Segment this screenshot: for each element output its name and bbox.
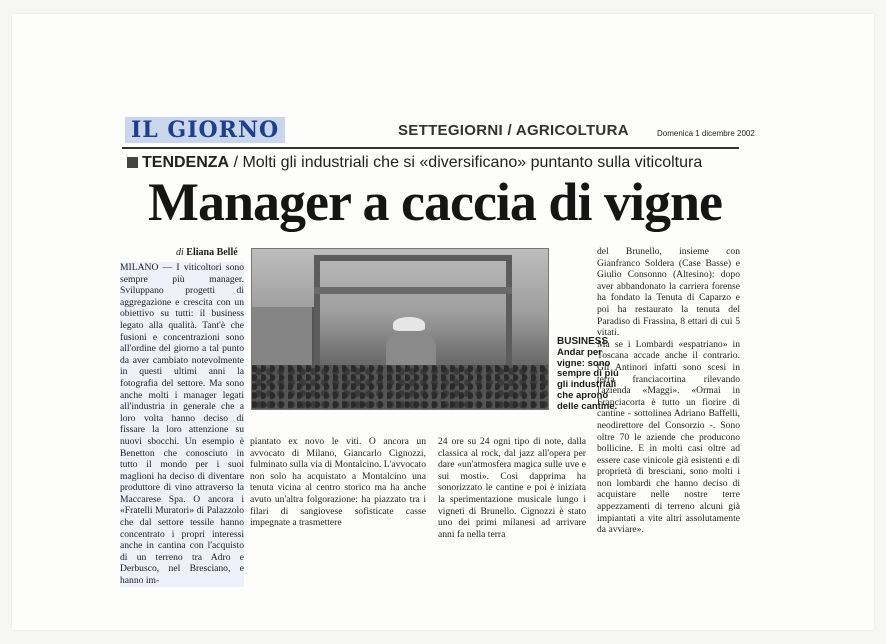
article-column-2 [250,436,426,529]
column-2-text: piantato ex novo le viti. O ancora un avvocato di Milano, Giancarlo Cignozzi, fulminato sulla via di Montalcino. L'avvocato non solo ha acquistato a Montalcino una tenuta vicina al centro storico ma ha anche avuto un'altra folgorazione: ha piazzato tra i filari di sangiovese sofisticate casse impegnate a trasmettere [250,436,426,529]
photo-crossbar [314,287,512,294]
photo-tractor [252,307,314,367]
column-1-text: MILANO — I viticoltori sono sempre più manager. Sviluppano progetti di aggregazione e crescita con un obiettivo su tutti: il business legato alla qualità. Tant'è che fusioni e concentrazioni sono all'ordine del giorno a tal punto da aver cambiato notevolmente in questi ultimi anni la fotografia del settore. Ma sono anche molti i manager legati all'industria in generale che a loro volta hanno deciso di fissare la loro attenzione su nuovi sbocchi. Un esempio è Benetton che conosciuto in tutto il mondo per i suoi maglioni ha deciso di diventare produttore di vino attraverso la Maccarese Spa. O ancora i «Fratelli Muratori» di Palazzolo che dal settore tessile hanno concentrato i propri interessi anche in cantina con l'acquisto di un terreno tra Adro e Derbusco, nel Bresciano, e hanno im- [120,262,244,587]
byline-prefix: di [176,247,184,258]
kicker-text: / Molti gli industriali che si «diversificano» puntanto sulla viticoltura [233,154,703,171]
byline [176,247,238,258]
header-rule [122,147,739,149]
article-column-1 [120,262,244,587]
issue-date: Domenica 1 dicembre 2002 [657,129,755,138]
article-headline: Manager a caccia di vigne [148,172,722,232]
photo-hat [393,317,425,331]
byline-author: Eliana Bellé [186,247,238,258]
caption-text: Andar per vigne: sono sempre di più gli industriali che aprono delle cantine. [557,346,619,412]
photo-grapes [252,365,548,409]
column-3-text: 24 ore su 24 ogni tipo di note, dalla classica al rock, dal jazz all'opera per dare «un'atmosfera magica sulle uve e sui mosti». Così dapprima ha sonorizzato le cantine e poi è iniziata la sperimentazione musicale lungo i vigneti di Brunello. Cignozzi è stato uno dei primi milanesi ad arrivare anni fa nella terra [438,436,586,540]
article-column-3 [438,436,586,540]
column-4-paragraph-1: del Brunello, insieme con Gianfranco Soldera (Case Basse) e Giulio Consonno (Altesino): dopo aver abbandonato la carriera forense ha fondato la Tenuta di Caparzo e poi ha restaurato la tenuta del Paradiso di Frassina, 8 ettari di cui 5 vitati. [597,246,740,339]
newspaper-masthead: IL GIORNO [125,117,285,143]
caption-label: BUSINESS [557,336,609,347]
kicker-label: TENDENZA [142,154,230,171]
article-column-4 [597,246,740,536]
article-photo [251,248,549,410]
section-label: SETTEGIORNI / AGRICOLTURA [398,122,629,139]
column-4-paragraph-2: Ma se i Lombardi «espatriano» in Toscana accade anche il contrario. Gli Antinori infatti sono scesi in terra franciacortina rilevando l'azienda «Maggi». «Ormai in Franciacorta è tutto un fiorire di cantine - sottolinea Adriano Baffelli, neodirettore del Consorzio -. Sono oltre 70 le aziende che producono bollicine. E in molti casi oltre ad essere case vinicole già esistenti e di proprietà di bresciani, sono molti i non lombardi che hanno deciso di acquistare nelle nostre terre appezzamenti di terreno alcuni già impiantati a vite altri assolutamente da avviare». [597,338,740,536]
square-bullet-icon [127,157,138,168]
